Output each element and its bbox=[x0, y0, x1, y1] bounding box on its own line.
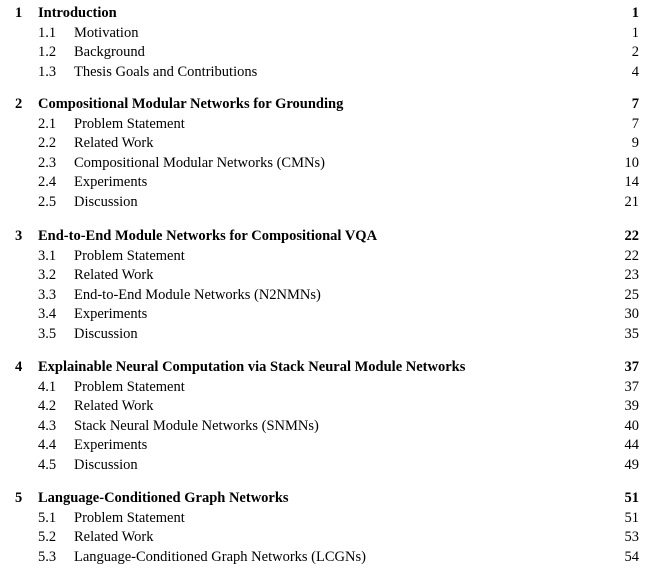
section-page-number: 9 bbox=[628, 134, 639, 154]
toc-section-entry[interactable] bbox=[0, 528, 653, 548]
section-page-number: 10 bbox=[621, 154, 640, 174]
section-title: Related Work bbox=[74, 266, 158, 286]
section-number: 1.1 bbox=[38, 24, 57, 41]
toc-section-entry[interactable] bbox=[0, 63, 653, 83]
chapter-title: Introduction bbox=[38, 4, 121, 24]
section-page-number: 25 bbox=[621, 286, 640, 306]
chapter-title: Language-Conditioned Graph Networks bbox=[38, 489, 293, 509]
toc-chapter-entry[interactable] bbox=[0, 4, 653, 24]
section-page-number: 7 bbox=[628, 115, 639, 135]
section-number: 1.2 bbox=[38, 44, 57, 60]
section-title: Motivation bbox=[74, 24, 142, 44]
section-number: 3.2 bbox=[38, 267, 57, 283]
section-title: Language-Conditioned Graph Networks (LCGNs) bbox=[74, 548, 370, 568]
section-number: 2.5 bbox=[38, 193, 57, 210]
section-title: Stack Neural Module Networks (SNMNs) bbox=[74, 417, 323, 437]
section-page-number: 37 bbox=[621, 378, 640, 398]
toc-section-entry[interactable] bbox=[0, 115, 653, 135]
section-number: 3.4 bbox=[38, 306, 57, 322]
toc-section-entry[interactable] bbox=[0, 509, 653, 529]
toc-section-entry[interactable] bbox=[0, 134, 653, 154]
section-page-number: 4 bbox=[628, 63, 639, 83]
section-page-number: 30 bbox=[621, 305, 640, 325]
section-title: Discussion bbox=[74, 325, 142, 345]
section-number: 5.1 bbox=[38, 509, 57, 526]
section-number: 2.3 bbox=[38, 154, 57, 171]
chapter-page-number: 1 bbox=[628, 4, 639, 24]
section-title: Problem Statement bbox=[74, 247, 189, 267]
section-number: 5.3 bbox=[38, 548, 57, 565]
section-page-number: 54 bbox=[621, 548, 640, 568]
section-title: Discussion bbox=[74, 193, 142, 213]
section-title: End-to-End Module Networks (N2NMNs) bbox=[74, 286, 325, 306]
section-title: Compositional Modular Networks (CMNs) bbox=[74, 154, 329, 174]
chapter-number: 5 bbox=[15, 490, 23, 506]
toc-section-entry[interactable] bbox=[0, 286, 653, 306]
section-title: Experiments bbox=[74, 173, 151, 193]
section-page-number: 40 bbox=[621, 417, 640, 437]
chapter-title: Compositional Modular Networks for Grounding bbox=[38, 95, 347, 115]
section-page-number: 1 bbox=[628, 24, 639, 44]
section-title: Background bbox=[74, 43, 149, 63]
toc-chapter bbox=[0, 4, 653, 80]
section-number: 3.5 bbox=[38, 325, 57, 342]
section-page-number: 51 bbox=[621, 509, 640, 529]
chapter-number: 3 bbox=[15, 228, 23, 244]
toc-section-entry[interactable] bbox=[0, 397, 653, 417]
section-title: Problem Statement bbox=[74, 378, 189, 398]
chapter-page-number: 22 bbox=[621, 227, 640, 247]
section-page-number: 22 bbox=[621, 247, 640, 267]
section-number: 3.3 bbox=[38, 286, 57, 303]
toc-section-entry[interactable] bbox=[0, 325, 653, 345]
section-page-number: 49 bbox=[621, 456, 640, 476]
toc-chapter-entry[interactable] bbox=[0, 95, 653, 115]
section-number: 3.1 bbox=[38, 247, 57, 264]
section-title: Problem Statement bbox=[74, 509, 189, 529]
toc-chapter-entry[interactable] bbox=[0, 227, 653, 247]
section-number: 4.1 bbox=[38, 378, 57, 395]
section-number: 4.4 bbox=[38, 437, 57, 453]
toc-chapter bbox=[0, 489, 653, 565]
section-title: Experiments bbox=[74, 436, 151, 456]
chapter-number: 2 bbox=[15, 96, 23, 112]
toc-section-entry[interactable] bbox=[0, 456, 653, 476]
chapter-page-number: 51 bbox=[621, 489, 640, 509]
chapter-number: 1 bbox=[15, 5, 23, 21]
section-title: Problem Statement bbox=[74, 115, 189, 135]
toc-section-entry[interactable] bbox=[0, 154, 653, 174]
section-page-number: 23 bbox=[621, 266, 640, 286]
toc-section-entry[interactable] bbox=[0, 43, 653, 63]
toc-section-entry[interactable] bbox=[0, 417, 653, 437]
toc-section-entry[interactable] bbox=[0, 193, 653, 213]
toc-chapter-entry[interactable] bbox=[0, 489, 653, 509]
section-page-number: 14 bbox=[621, 173, 640, 193]
section-title: Related Work bbox=[74, 397, 158, 417]
toc-section-entry[interactable] bbox=[0, 305, 653, 325]
chapter-number: 4 bbox=[15, 359, 23, 375]
section-number: 4.3 bbox=[38, 417, 57, 434]
section-title: Discussion bbox=[74, 456, 142, 476]
section-number: 1.3 bbox=[38, 63, 57, 80]
toc-chapter bbox=[0, 227, 653, 342]
section-number: 2.2 bbox=[38, 135, 57, 151]
toc-section-entry[interactable] bbox=[0, 378, 653, 398]
section-number: 4.2 bbox=[38, 398, 57, 414]
section-title: Related Work bbox=[74, 134, 158, 154]
section-number: 2.4 bbox=[38, 174, 57, 190]
toc-section-entry[interactable] bbox=[0, 436, 653, 456]
toc-section-entry[interactable] bbox=[0, 548, 653, 568]
toc-section-entry[interactable] bbox=[0, 247, 653, 267]
toc-section-entry[interactable] bbox=[0, 173, 653, 193]
chapter-title: Explainable Neural Computation via Stack Neural Module Networks bbox=[38, 358, 469, 378]
toc-chapter-entry[interactable] bbox=[0, 358, 653, 378]
chapter-title: End-to-End Module Networks for Compositional VQA bbox=[38, 227, 381, 247]
section-page-number: 39 bbox=[621, 397, 640, 417]
section-number: 5.2 bbox=[38, 529, 57, 545]
toc-section-entry[interactable] bbox=[0, 24, 653, 44]
chapter-page-number: 7 bbox=[628, 95, 639, 115]
section-number: 4.5 bbox=[38, 456, 57, 473]
toc-chapter bbox=[0, 95, 653, 210]
section-page-number: 2 bbox=[628, 43, 639, 63]
section-page-number: 35 bbox=[621, 325, 640, 345]
toc-section-entry[interactable] bbox=[0, 266, 653, 286]
section-page-number: 44 bbox=[621, 436, 640, 456]
chapter-page-number: 37 bbox=[621, 358, 640, 378]
section-title: Thesis Goals and Contributions bbox=[74, 63, 261, 83]
toc-chapter bbox=[0, 358, 653, 473]
section-number: 2.1 bbox=[38, 115, 57, 132]
section-page-number: 53 bbox=[621, 528, 640, 548]
section-page-number: 21 bbox=[621, 193, 640, 213]
section-title: Related Work bbox=[74, 528, 158, 548]
section-title: Experiments bbox=[74, 305, 151, 325]
